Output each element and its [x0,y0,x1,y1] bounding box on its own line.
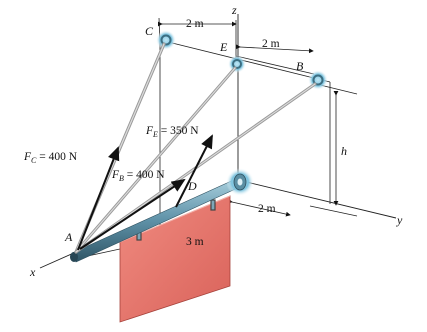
dim-cz-label: 2 m [186,18,204,30]
label-y-axis: y [397,213,403,227]
label-z-axis: z [232,3,237,17]
label-e: E [220,40,228,54]
label-c: C [145,24,154,38]
rod-end-a [70,252,78,262]
label-a: A [65,230,73,244]
label-d: D [188,179,197,193]
eyebolt-e [228,55,246,73]
eyebolt-c [156,30,176,50]
label-x-axis: x [30,265,36,279]
dim-plate-label: 3 m [186,236,204,248]
dim-eb-label: 2 m [262,38,280,50]
force-label-fb: $F_B = 400$ N [112,169,165,183]
label-b: B [296,59,304,73]
dim-h-label: h [341,144,347,158]
dim-rod-label: 2 m [258,203,276,215]
force-label-fe: $F_E = 350$ N [146,125,199,139]
force-label-fc: $F_C = 400$ N [24,151,78,165]
origin-bracket [226,168,254,196]
